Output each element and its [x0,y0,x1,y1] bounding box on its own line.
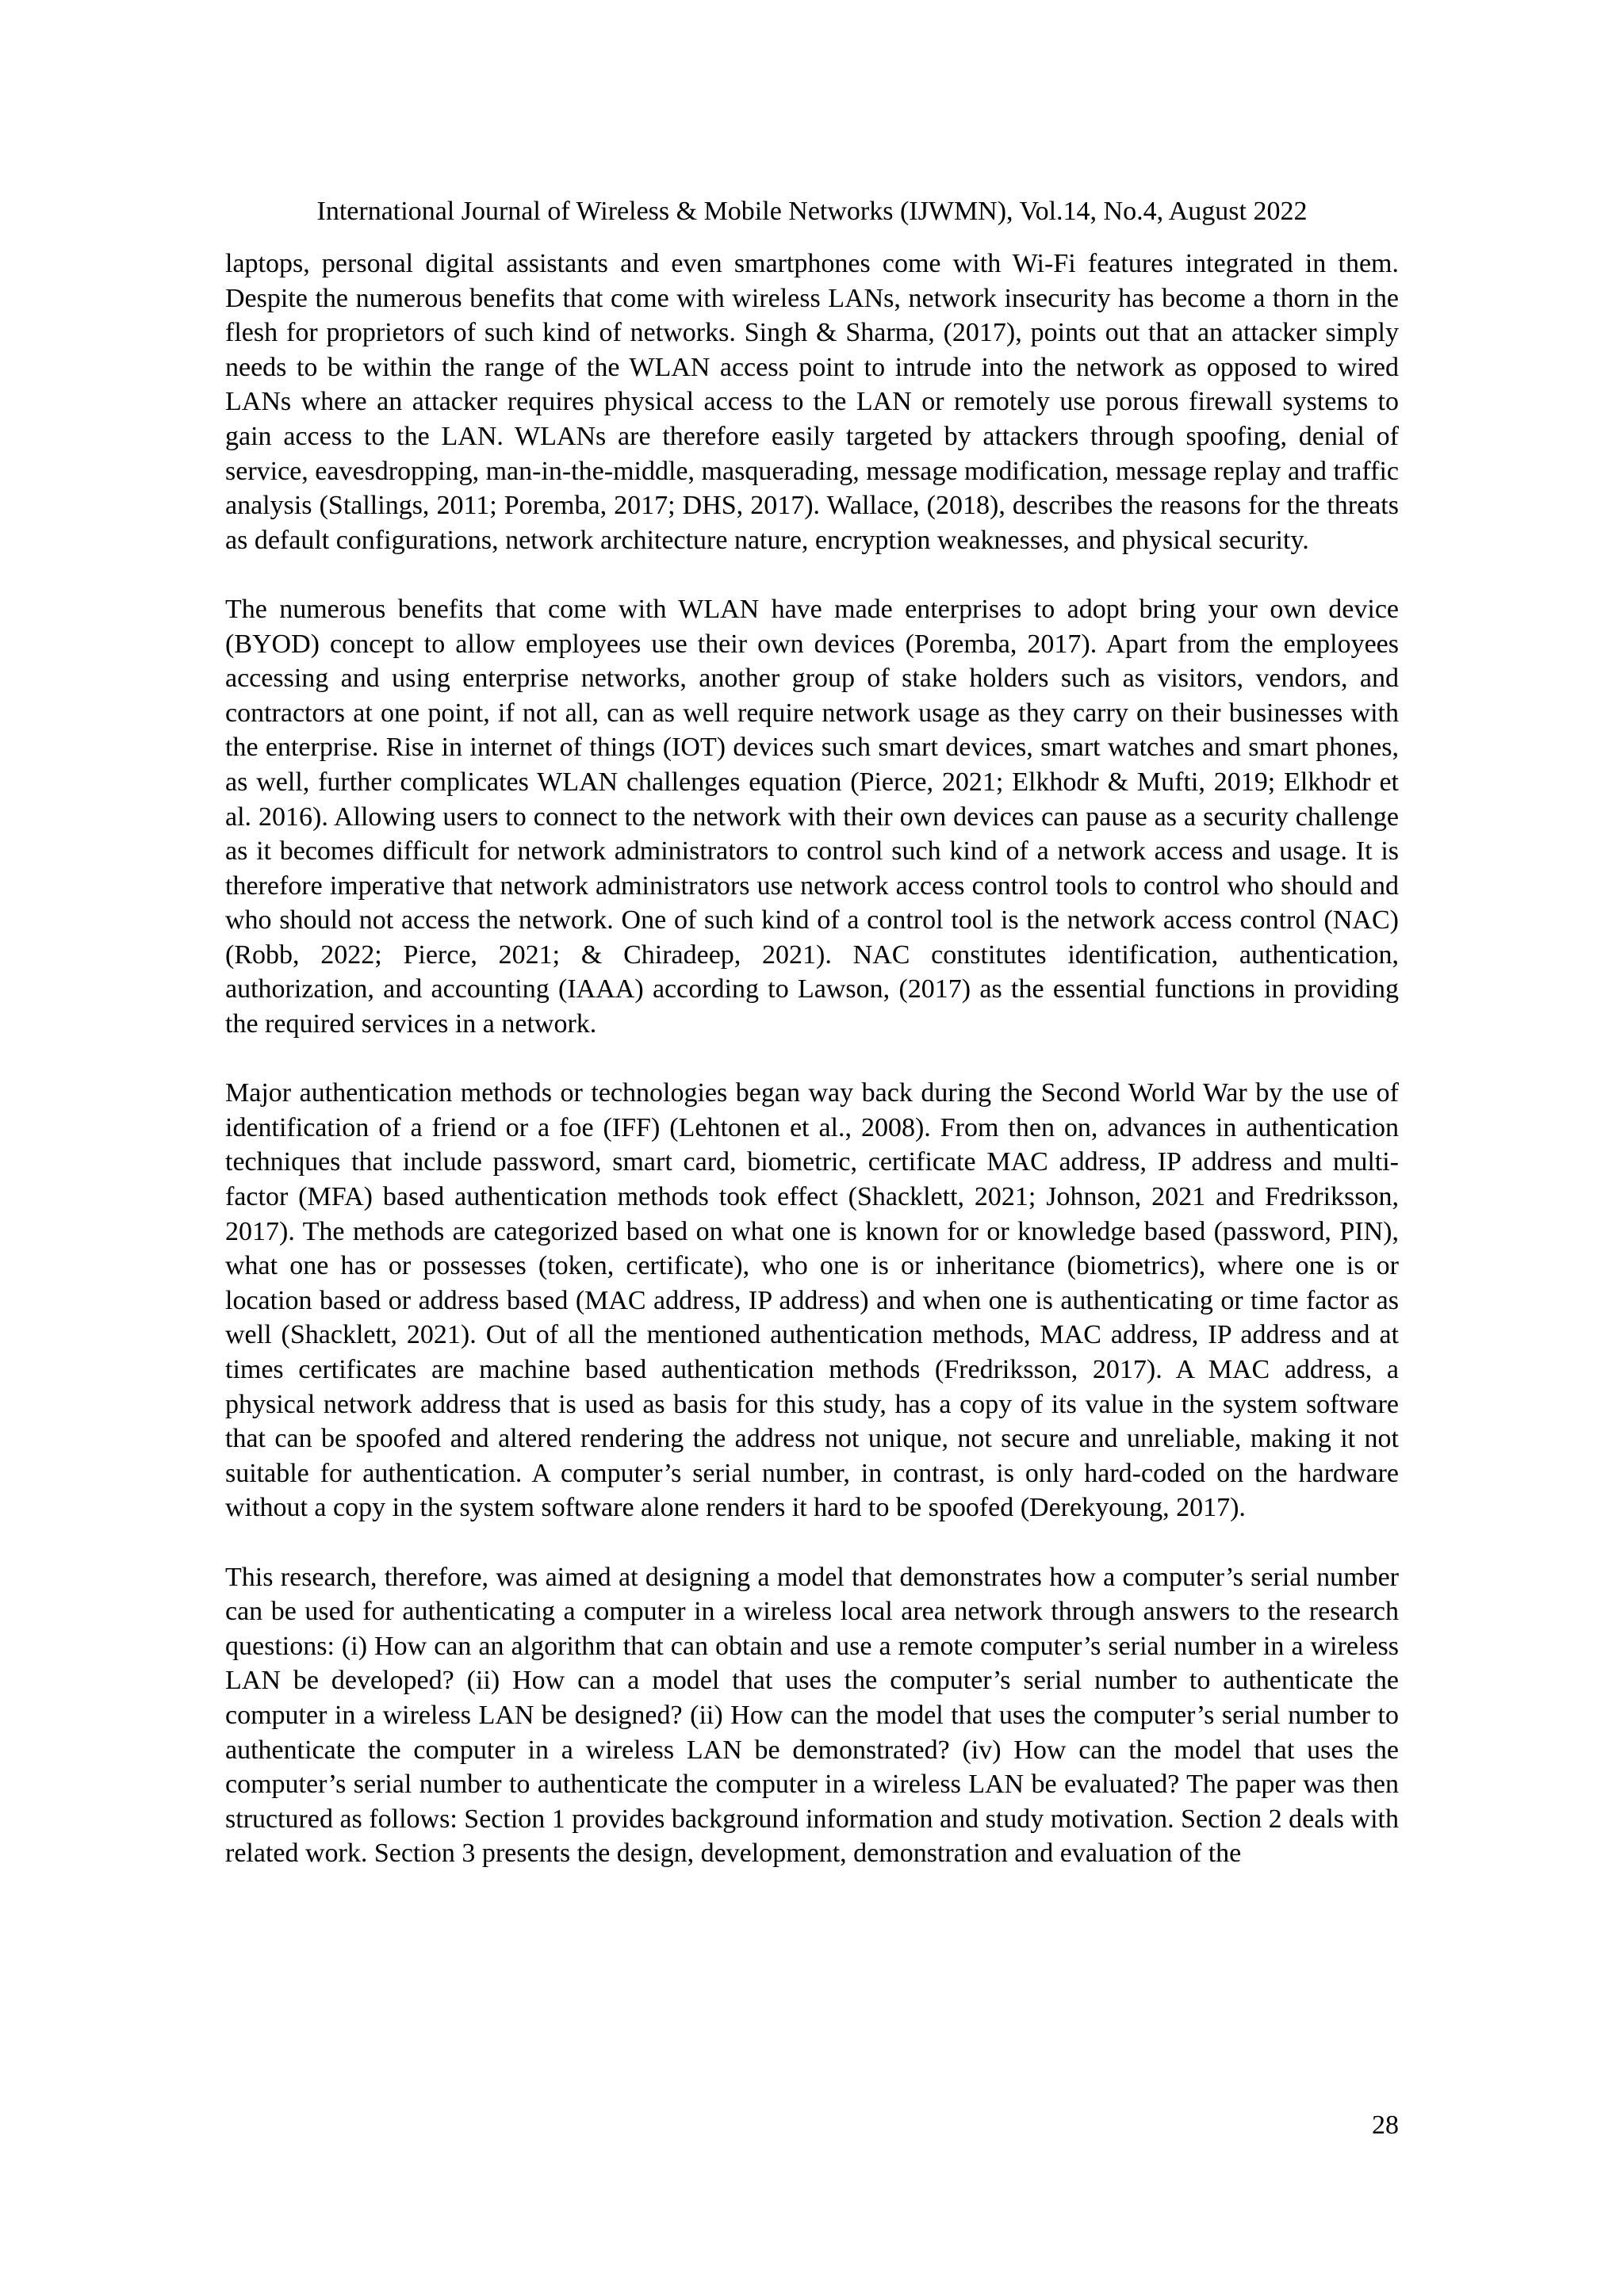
running-header: International Journal of Wireless & Mobile Networks (IJWMN), Vol.14, No.4, August 2022 [316,197,1308,226]
paragraph-byod-nac: The numerous benefits that come with WLAN have made enterprises to adopt bring your own device (BYOD) concept to allow employees use their own devices (Poremba, 2017). Apart from the employees accessing and using enterprise networks, another group of stake holders such as visitors, vendors, and contractors at one point, if not all, can as well require network usage as they carry on their businesses with the enterprise. Rise in internet of things (IOT) devices such smart devices, smart watches and smart phones, as well, further complicates WLAN challenges equation (Pierce, 2021; Elkhodr & Mufti, 2019; Elkhodr et al. 2016). Allowing users to connect to the network with their own devices can pause as a security challenge as it becomes difficult for network administrators to control such kind of a network access and usage. It is therefore imperative that network administrators use network access control tools to control who should and who should not access the network. One of such kind of a control tool is the network access control (NAC) (Robb, 2022; Pierce, 2021; & Chiradeep, 2021). NAC constitutes identification, authentication, authorization, and accounting (IAAA) according to Lawson, (2017) as the essential functions in providing the required services in a network. [225,594,1399,1039]
page-number: 28 [1372,2110,1399,2140]
paragraph-research-aims: This research, therefore, was aimed at designing a model that demonstrates how a computer’s serial number can be used for authenticating a computer in a wireless local area network through answers to the research questions: (i) How can an algorithm that can obtain and use a remote computer’s serial number in a wireless LAN be developed? (ii) How can a model that uses the computer’s serial number to authenticate the computer in a wireless LAN be designed? (ii) How can the model that uses the computer’s serial number to authenticate the computer in a wireless LAN be demonstrated? (iv) How can the model that uses the computer’s serial number to authenticate the computer in a wireless LAN be evaluated? The paper was then structured as follows: Section 1 provides background information and study motivation. Section 2 deals with related work. Section 3 presents the design, development, demonstration and evaluation of the [225,1562,1399,1869]
paragraph-wlan-security: laptops, personal digital assistants and even smartphones come with Wi-Fi features integrated in them. Despite the numerous benefits that come with wireless LANs, network insecurity has become a thorn in the flesh for proprietors of such kind of networks. Singh & Sharma, (2017), points out that an attacker simply needs to be within the range of the WLAN access point to intrude into the network as opposed to wired LANs where an attacker requires physical access to the LAN or remotely use porous firewall systems to gain access to the LAN. WLANs are therefore easily targeted by attackers through spoofing, denial of service, eavesdropping, man-in-the-middle, masquerading, message modification, message replay and traffic analysis (Stallings, 2011; Poremba, 2017; DHS, 2017). Wallace, (2018), describes the reasons for the threats as default configurations, network architecture nature, encryption weaknesses, and physical security. [225,249,1399,555]
paragraph-authentication-methods: Major authentication methods or technologies began way back during the Second World War by the use of identification of a friend or a foe (IFF) (Lehtonen et al., 2008). From then on, advances in authentication techniques that include password, smart card, biometric, certificate MAC address, IP address and multi-factor (MFA) based authentication methods took effect (Shacklett, 2021; Johnson, 2021 and Fredriksson, 2017). The methods are categorized based on what one is known for or knowledge based (password, PIN), what one has or possesses (token, certificate), who one is or inheritance (biometrics), where one is or location based or address based (MAC address, IP address) and when one is authenticating or time factor as well (Shacklett, 2021). Out of all the mentioned authentication methods, MAC address, IP address and at times certificates are machine based authentication methods (Fredriksson, 2017). A MAC address, a physical network address that is used as basis for this study, has a copy of its value in the system software that can be spoofed and altered rendering the address not unique, not secure and unreliable, making it not suitable for authentication. A computer’s serial number, in contrast, is only hard-coded on the hardware without a copy in the system software alone renders it hard to be spoofed (Derekyoung, 2017). [225,1078,1399,1523]
body-text [225,247,1399,1871]
